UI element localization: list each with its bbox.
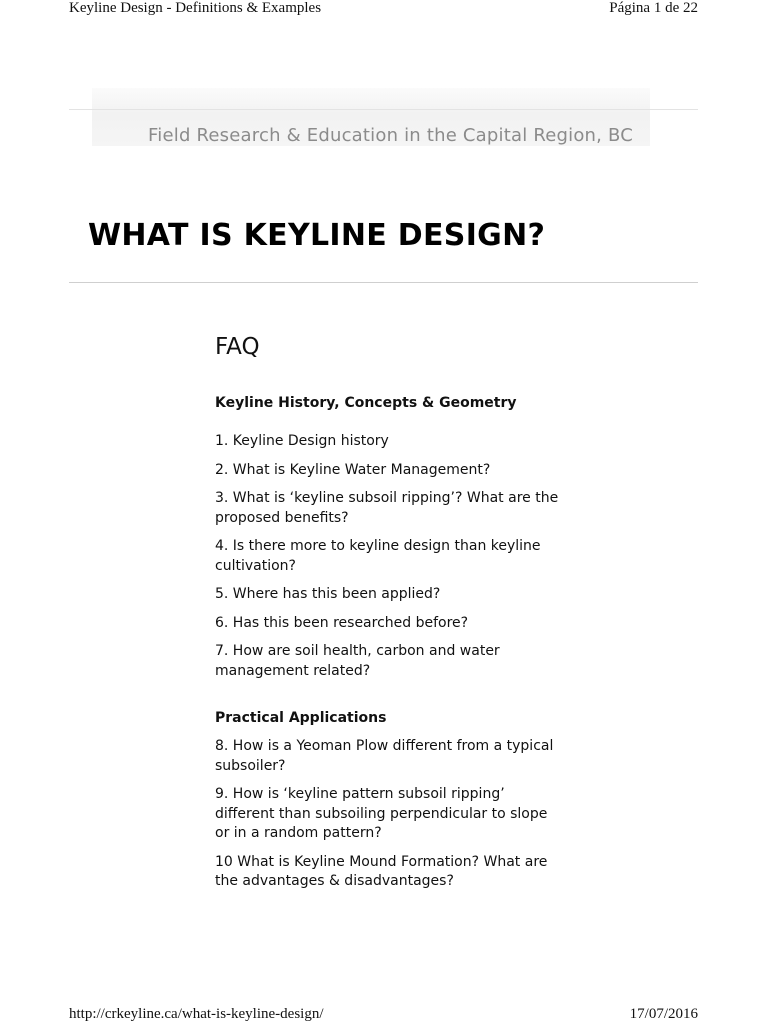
faq-heading: FAQ — [215, 334, 260, 360]
faq-link-yeoman-plow[interactable]: 8. How is a Yeoman Plow different from a typical subsoiler? — [215, 738, 554, 774]
faq-content — [215, 330, 560, 901]
faq-list-history — [215, 432, 560, 681]
print-date: 17/07/2016 — [629, 1006, 698, 1022]
banner-divider — [69, 109, 698, 110]
page-title: WHAT IS KEYLINE DESIGN? — [88, 218, 546, 253]
page-number: Página 1 de 22 — [609, 0, 698, 16]
faq-link-mound-formation[interactable]: 10 What is Keyline Mound Formation? What are the advantages & disadvantages? — [215, 853, 548, 889]
faq-link-where-applied[interactable]: 5. Where has this been applied? — [215, 586, 441, 602]
document-title: Keyline Design - Definitions & Examples — [69, 0, 322, 16]
faq-link-pattern-ripping[interactable]: 9. How is ‘keyline pattern subsoil ripping’ different than subsoiling perpendicular to slope or in a random pattern? — [215, 786, 548, 841]
faq-link-soil-health[interactable]: 7. How are soil health, carbon and water management related? — [215, 643, 500, 679]
page-url: http://crkeyline.ca/what-is-keyline-design/ — [69, 1006, 324, 1022]
faq-link-researched-before[interactable]: 6. Has this been researched before? — [215, 614, 469, 631]
print-footer — [69, 1006, 698, 1023]
site-tagline: Field Research & Education in the Capital Region, BC — [148, 125, 633, 146]
faq-link-more-than-cultivation[interactable]: 4. Is there more to keyline design than keyline cultivation? — [215, 538, 541, 574]
section-heading-history: Keyline History, Concepts & Geometry — [215, 395, 517, 411]
faq-link-subsoil-ripping[interactable]: 3. What is ‘keyline subsoil ripping’? What are the proposed benefits? — [215, 490, 559, 526]
section-heading-practical: Practical Applications — [215, 710, 387, 726]
faq-link-keyline-history[interactable]: 1. Keyline Design history — [215, 433, 389, 449]
title-divider — [69, 282, 698, 283]
faq-list-practical — [215, 737, 560, 892]
print-header — [69, 0, 698, 17]
faq-link-water-management[interactable]: 2. What is Keyline Water Management? — [215, 461, 491, 478]
